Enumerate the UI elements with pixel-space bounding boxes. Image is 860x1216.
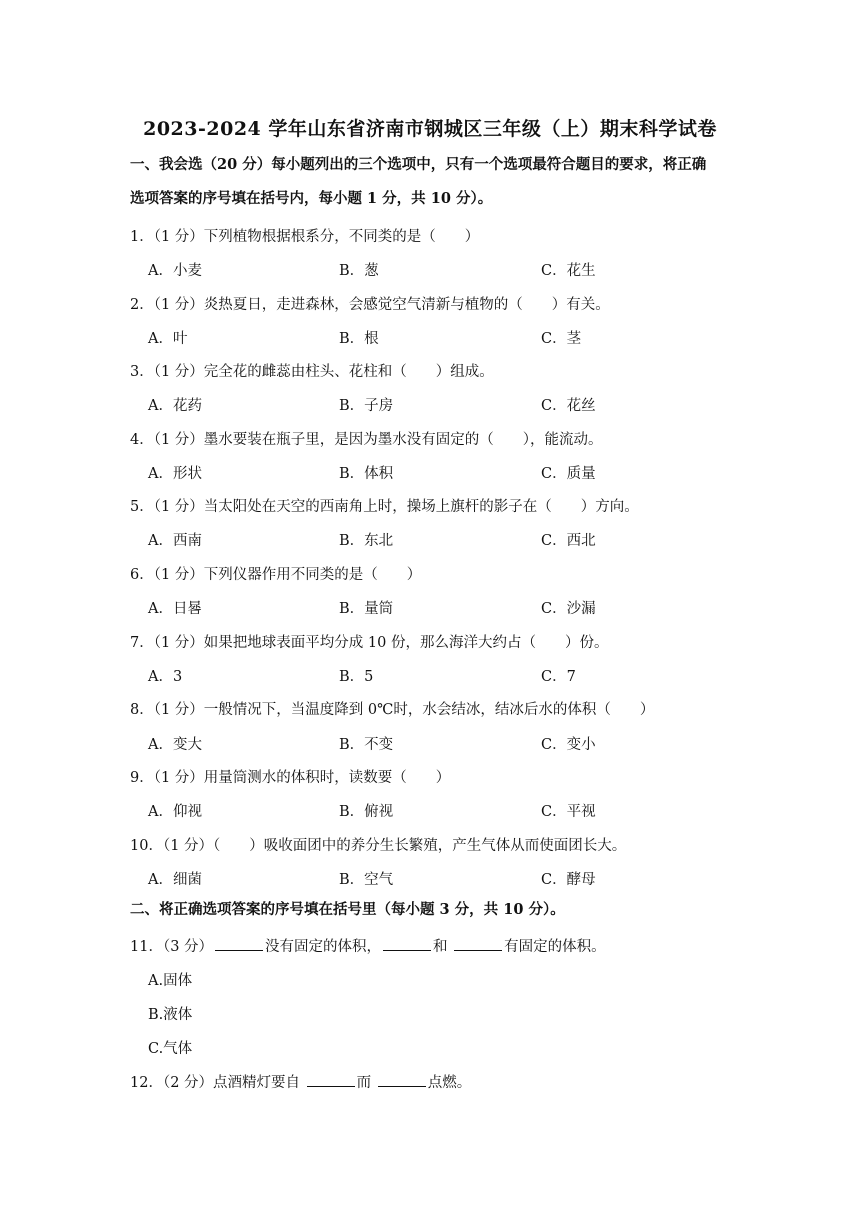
answer-blank[interactable] <box>454 936 502 951</box>
question-6-option-c: C．沙漏 <box>541 601 596 617</box>
question-10: 10．（1 分）（ ）吸收面团中的养分生长繁殖，产生气体从而使面团长大。 <box>130 838 627 854</box>
question-11-prefix: 11．（3 分） <box>130 939 214 955</box>
question-6: 6．（1 分）下列仪器作用不同类的是（ ） <box>130 567 422 583</box>
question-12 <box>130 1071 750 1092</box>
question-12-part-2: 点燃。 <box>427 1075 472 1091</box>
question-3-option-a: A．花药 <box>148 398 202 414</box>
question-1-option-b: B．葱 <box>339 263 379 279</box>
question-1-option-a: A．小麦 <box>148 263 202 279</box>
answer-blank[interactable] <box>378 1072 426 1087</box>
question-3-option-c: C．花丝 <box>541 398 596 414</box>
question-11-choice-c: C.气体 <box>148 1041 193 1057</box>
question-6-option-b: B．量筒 <box>339 601 394 617</box>
question-4-option-a: A．形状 <box>148 466 202 482</box>
question-2-option-b: B．根 <box>339 331 379 347</box>
question-5-option-b: B．东北 <box>339 533 394 549</box>
question-3-option-b: B．子房 <box>339 398 394 414</box>
question-11-choice-b: B.液体 <box>148 1007 193 1023</box>
question-5: 5．（1 分）当太阳处在天空的西南角上时，操场上旗杆的影子在（ ）方向。 <box>130 499 639 515</box>
answer-blank[interactable] <box>383 936 431 951</box>
question-11 <box>130 935 750 956</box>
question-2-option-a: A．叶 <box>148 331 188 347</box>
question-11-part-3: 有固定的体积。 <box>504 939 606 955</box>
question-9-option-b: B．俯视 <box>339 804 394 820</box>
answer-blank[interactable] <box>215 936 263 951</box>
question-4: 4．（1 分）墨水要装在瓶子里，是因为墨水没有固定的（ ），能流动。 <box>130 432 603 448</box>
question-11-part-1: 没有固定的体积， <box>265 939 382 955</box>
question-7-option-c: C．7 <box>541 669 576 685</box>
question-10-option-b: B．空气 <box>339 872 394 888</box>
section-one-line-1: 一、我会选（20 分）每小题列出的三个选项中，只有一个选项最符合题目的要求，将正确 <box>130 156 707 173</box>
exam-title: 2023-2024 学年山东省济南市钢城区三年级（上）期末科学试卷 <box>143 118 717 140</box>
question-7: 7．（1 分）如果把地球表面平均分成 10 份，那么海洋大约占（ ）份。 <box>130 635 609 651</box>
question-8-option-b: B．不变 <box>339 737 394 753</box>
question-8-option-c: C．变小 <box>541 737 596 753</box>
section-two-heading: 二、将正确选项答案的序号填在括号里（每小题 3 分，共 10 分）。 <box>130 901 565 918</box>
question-4-option-c: C．质量 <box>541 466 596 482</box>
question-9-option-c: C．平视 <box>541 804 596 820</box>
question-9-option-a: A．仰视 <box>148 804 202 820</box>
question-10-option-a: A．细菌 <box>148 872 202 888</box>
question-8-option-a: A．变大 <box>148 737 202 753</box>
question-2: 2．（1 分）炎热夏日，走进森林，会感觉空气清新与植物的（ ）有关。 <box>130 297 610 313</box>
question-7-option-a: A．3 <box>148 669 183 685</box>
question-4-option-b: B．体积 <box>339 466 394 482</box>
question-1: 1．（1 分）下列植物根据根系分，不同类的是（ ） <box>130 229 480 245</box>
question-5-option-a: A．西南 <box>148 533 202 549</box>
question-12-part-1: 而 <box>356 1075 372 1091</box>
question-1-option-c: C．花生 <box>541 263 596 279</box>
question-8: 8．（1 分）一般情况下，当温度降到 0℃时，水会结冰，结冰后水的体积（ ） <box>130 702 655 718</box>
section-one-instructions <box>130 148 740 216</box>
question-2-option-c: C．茎 <box>541 331 582 347</box>
question-9: 9．（1 分）用量筒测水的体积时，读数要（ ） <box>130 770 451 786</box>
question-5-option-c: C．西北 <box>541 533 596 549</box>
question-11-choice-a: A.固体 <box>148 973 193 989</box>
question-7-option-b: B．5 <box>339 669 374 685</box>
question-12-prefix: 12．（2 分）点酒精灯要自 <box>130 1075 301 1091</box>
question-3: 3．（1 分）完全花的雌蕊由柱头、花柱和（ ）组成。 <box>130 364 494 380</box>
question-11-part-2: 和 <box>433 939 448 955</box>
section-one-line-2: 选项答案的序号填在括号内，每小题 1 分，共 10 分）。 <box>130 190 493 207</box>
answer-blank[interactable] <box>307 1072 355 1087</box>
question-6-option-a: A．日晷 <box>148 601 202 617</box>
question-10-option-c: C．酵母 <box>541 872 596 888</box>
